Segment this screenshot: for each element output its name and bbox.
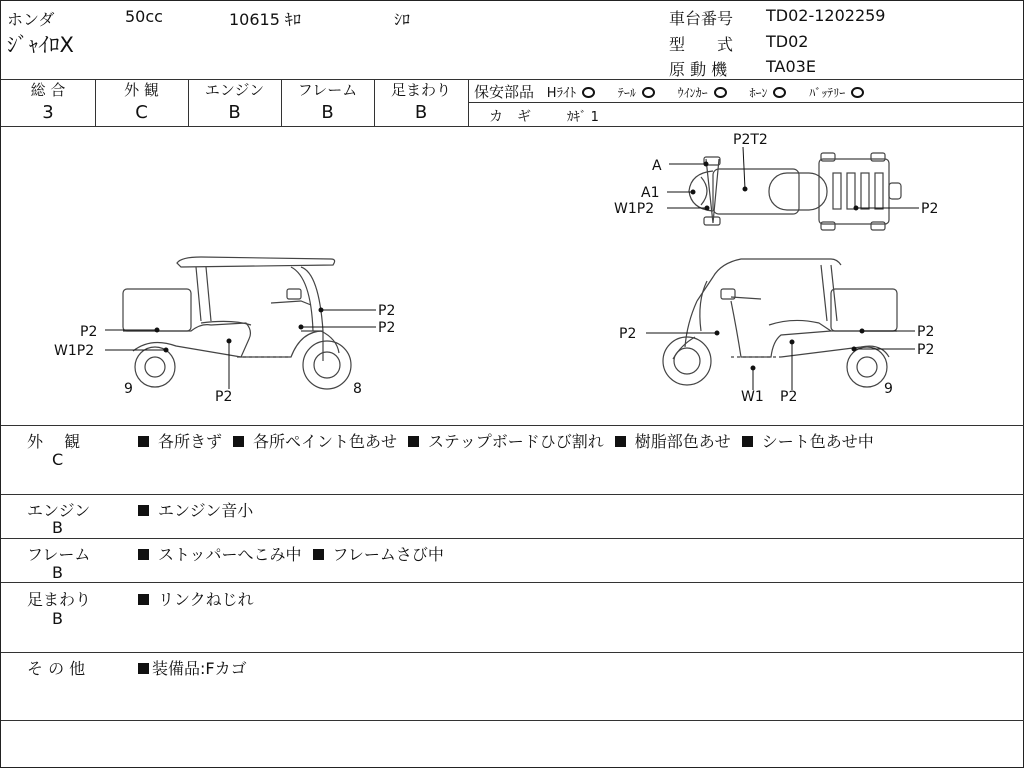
grade-value-engine: B bbox=[228, 102, 241, 123]
safety-headlight-label: Hﾗｲﾄ bbox=[546, 86, 577, 101]
mark-p2-left-d: P2 bbox=[215, 389, 233, 405]
bullet-square-icon bbox=[138, 549, 149, 560]
mark-p2-right-b: P2 bbox=[917, 324, 935, 340]
mark-p2-right-d: P2 bbox=[780, 389, 798, 405]
safety-label: 保安部品 bbox=[474, 83, 535, 101]
bullet-square-icon bbox=[138, 663, 149, 674]
grade-value-frame: B bbox=[321, 102, 334, 123]
grade-label-exterior: 外 観 bbox=[124, 81, 159, 99]
bullet-square-icon bbox=[138, 594, 149, 605]
mark-p2-right-c: P2 bbox=[917, 342, 935, 358]
engine-value: TA03E bbox=[766, 57, 816, 76]
grade-label-engine: エンジン bbox=[204, 81, 265, 99]
remark-items-frame bbox=[138, 542, 455, 565]
displacement: 50cc bbox=[125, 7, 163, 26]
divider bbox=[1, 582, 1024, 583]
left-view-scooter bbox=[123, 257, 351, 389]
color: ｼﾛ bbox=[394, 10, 411, 29]
remark-label-engine: エンジン bbox=[27, 501, 91, 520]
divider bbox=[1, 720, 1024, 721]
mark-p2-left-c: P2 bbox=[80, 324, 98, 340]
remark-item: 各所きず bbox=[158, 432, 223, 451]
grade-label-frame: フレーム bbox=[297, 81, 358, 99]
top-view-scooter bbox=[689, 153, 901, 230]
mark-9-left: 9 bbox=[124, 381, 133, 397]
bullet-square-icon bbox=[742, 436, 753, 447]
mark-p2-right-a: P2 bbox=[619, 326, 637, 342]
bullet-square-icon bbox=[138, 436, 149, 447]
remark-items-suspension bbox=[138, 587, 265, 610]
remark-item: 各所ペイント色あせ bbox=[253, 432, 398, 451]
grade-label-overall: 総 合 bbox=[30, 81, 66, 99]
mark-8-left: 8 bbox=[353, 381, 362, 397]
grade-label-suspension: 足まわり bbox=[390, 81, 451, 99]
bullet-square-icon bbox=[233, 436, 244, 447]
mileage: 10615 ｷﾛ bbox=[229, 10, 301, 29]
remark-grade-suspension: B bbox=[52, 609, 63, 628]
safety-tail-label: ﾃｰﾙ bbox=[617, 86, 636, 100]
remark-items-exterior bbox=[138, 429, 885, 452]
key-value: ｶｷﾞ 1 bbox=[567, 110, 599, 125]
remark-item: シート色あせ中 bbox=[761, 432, 874, 451]
divider bbox=[1, 494, 1024, 495]
mark-p2-top: P2 bbox=[921, 201, 939, 217]
remark-item: フレームさび中 bbox=[332, 545, 444, 564]
bullet-square-icon bbox=[408, 436, 419, 447]
remark-item: 樹脂部色あせ bbox=[634, 432, 731, 451]
bullet-square-icon bbox=[313, 549, 324, 560]
mark-w1p2-left: W1P2 bbox=[54, 343, 95, 359]
remark-label-suspension: 足まわり bbox=[27, 590, 92, 609]
right-view-scooter bbox=[663, 259, 897, 387]
remark-item: リンクねじれ bbox=[158, 590, 254, 609]
divider bbox=[1, 652, 1024, 653]
engine-label: 原 動 機 bbox=[669, 60, 728, 79]
maker: ホンダ bbox=[7, 10, 55, 29]
remark-item: 装備品:Fカゴ bbox=[152, 659, 247, 678]
remark-item: ストッパーへこみ中 bbox=[158, 545, 302, 564]
frame-no-label: 車台番号 bbox=[669, 9, 734, 28]
mark-p2-left-b: P2 bbox=[378, 320, 396, 336]
safety-battery-label: ﾊﾞｯﾃﾘｰ bbox=[809, 86, 846, 100]
grade-value-overall: 3 bbox=[42, 102, 54, 123]
remark-grade-engine: B bbox=[52, 518, 63, 537]
remark-items-engine bbox=[138, 498, 264, 521]
mark-9-right: 9 bbox=[884, 381, 893, 397]
divider bbox=[1, 538, 1024, 539]
remark-label-frame: フレーム bbox=[27, 545, 91, 564]
grade-value-suspension: B bbox=[414, 102, 428, 123]
remark-grade-frame: B bbox=[52, 563, 63, 582]
remark-label-other: そ の 他 bbox=[27, 659, 86, 678]
bullet-square-icon bbox=[615, 436, 626, 447]
safety-winker-label: ｳｲﾝｶｰ bbox=[677, 86, 708, 100]
mark-a: A bbox=[652, 158, 662, 174]
remark-label-exterior: 外 観 bbox=[27, 432, 81, 451]
type-value: TD02 bbox=[766, 32, 809, 51]
remark-grade-exterior: C bbox=[52, 450, 64, 469]
model-name: ｼﾞｬｲﾛX bbox=[7, 33, 74, 57]
remark-items-other bbox=[138, 656, 258, 679]
key-label: カ ギ bbox=[489, 109, 531, 125]
grade-value-exterior: C bbox=[135, 102, 148, 123]
type-label: 型 式 bbox=[669, 35, 734, 54]
mark-w1-right: W1 bbox=[741, 389, 764, 405]
bullet-square-icon bbox=[138, 505, 149, 516]
frame-no: TD02-1202259 bbox=[766, 6, 886, 25]
mark-w1p2-top: W1P2 bbox=[614, 201, 655, 217]
remark-item: ステップボードひび割れ bbox=[428, 432, 604, 451]
mark-p2-left-a: P2 bbox=[378, 303, 396, 319]
mark-a1: A1 bbox=[641, 185, 660, 201]
divider bbox=[1, 425, 1024, 426]
safety-horn-label: ﾎｰﾝ bbox=[749, 86, 768, 100]
remark-item: エンジン音小 bbox=[158, 501, 254, 520]
mark-p2t2: P2T2 bbox=[733, 132, 768, 148]
